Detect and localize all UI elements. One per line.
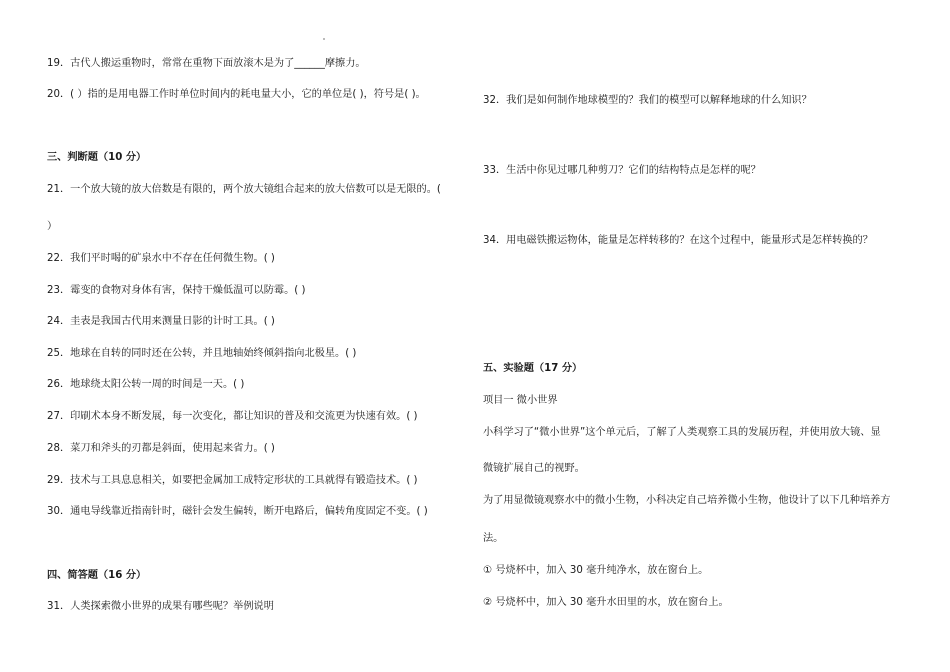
question-24: 24．圭表是我国古代用来测量日影的计时工具。( ) (47, 316, 275, 327)
paragraph-1-line-2: 微镜扩展自己的视野。 (483, 463, 585, 474)
question-31: 31．人类探索微小世界的成果有哪些呢？举例说明 (47, 601, 274, 612)
project-title: 项目一 微小世界 (483, 395, 558, 406)
method-item-2: ② 号烧杯中，加入 30 毫升水田里的水，放在窗台上。 (483, 597, 729, 608)
question-29: 29．技术与工具息息相关，如要把金属加工成特定形状的工具就得有锻造技术。( ) (47, 475, 418, 486)
method-item-1: ① 号烧杯中，加入 30 毫升纯净水，放在窗台上。 (483, 565, 709, 576)
question-21: 21．一个放大镜的放大倍数是有限的，两个放大镜组合起来的放大倍数可以是无限的。( (47, 184, 441, 195)
question-25: 25．地球在自转的同时还在公转，并且地轴始终倾斜指向北极星。( ) (47, 348, 357, 359)
question-21-continuation: ） (47, 221, 58, 232)
question-19: 19．古代人搬运重物时，常常在重物下面放滚木是为了______摩擦力。 (47, 58, 366, 69)
question-32: 32．我们是如何制作地球模型的？我们的模型可以解释地球的什么知识？ (483, 95, 812, 106)
question-26: 26．地球绕太阳公转一周的时间是一天。( ) (47, 379, 245, 390)
paragraph-2-line-1: 为了用显微镜观察水中的微小生物，小科决定自己培养微小生物，他设计了以下几种培养方 (483, 495, 891, 506)
paragraph-1-line-1: 小科学习了“微小世界”这个单元后，了解了人类观察工具的发展历程，并使用放大镜、显 (483, 427, 881, 438)
scan-speck (323, 38, 325, 40)
question-23: 23．霉变的食物对身体有害，保持干燥低温可以防霉。( ) (47, 285, 306, 296)
section-heading-short-answer: 四、简答题（16 分） (47, 570, 147, 581)
question-20: 20．( ）指的是用电器工作时单位时间内的耗电量大小，它的单位是( )，符号是( )。 (47, 89, 426, 100)
question-34: 34．用电磁铁搬运物体，能量是怎样转移的？在这个过程中，能量形式是怎样转换的？ (483, 235, 873, 246)
section-heading-experiment: 五、实验题（17 分） (483, 363, 583, 374)
paragraph-2-line-2: 法。 (483, 533, 504, 544)
question-27: 27．印刷术本身不断发展，每一次变化，都让知识的普及和交流更为快速有效。( ) (47, 411, 418, 422)
section-heading-judgement: 三、判断题（10 分） (47, 152, 147, 163)
question-33: 33．生活中你见过哪几种剪刀？它们的结构特点是怎样的呢？ (483, 165, 761, 176)
question-28: 28．菜刀和斧头的刃都是斜面，使用起来省力。( ) (47, 443, 275, 454)
question-22: 22．我们平时喝的矿泉水中不存在任何微生物。( ) (47, 253, 275, 264)
question-30: 30．通电导线靠近指南针时，磁针会发生偏转，断开电路后，偏转角度固定不变。( ) (47, 506, 428, 517)
